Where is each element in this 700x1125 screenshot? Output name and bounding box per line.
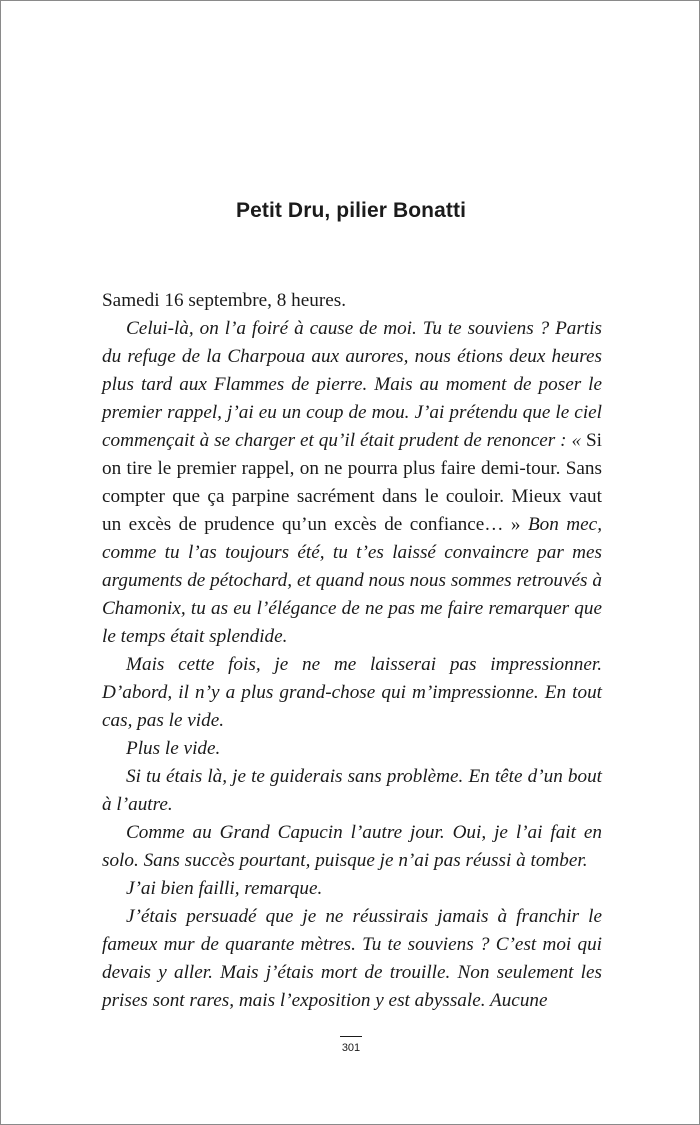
- paragraph-1-intro: Celui-là, on l’a foiré à cause de moi. Tu te souviens ? Partis du refuge de la Charpoua aux aurores, nous étions deux heures plus tard aux Flammes de pierre. Mais au moment de poser le premier rappel, j’ai eu un coup de mou. J’ai prétendu que le ciel commençait à se charger et qu’il était prudent de renoncer : «: [102, 318, 602, 451]
- paragraph-1-after: Bon mec, comme tu l’as toujours été, tu t’es laissé convaincre par mes arguments de pétochard, et quand nous nous sommes retrouvés à Chamonix, tu as eu l’élégance de ne pas me faire remarquer que le temps était splendide.: [102, 514, 602, 647]
- paragraph-3: Plus le vide.: [126, 738, 221, 759]
- page-number: 301: [341, 1042, 361, 1054]
- paragraph-6: J’ai bien failli, remarque.: [126, 878, 323, 899]
- footer-rule: [340, 1036, 362, 1037]
- paragraph-1-quote: Si on tire le premier rappel, on ne pourra plus faire demi-tour. Sans compter que ça parpine sacrément dans le couloir. Mieux vaut un excès de prudence qu’un excès de confiance… »: [102, 430, 602, 535]
- paragraph-date: Samedi 16 septembre, 8 heures.: [102, 290, 347, 311]
- paragraph-1: [102, 315, 602, 651]
- chapter-title: Petit Dru, pilier Bonatti: [235, 199, 466, 222]
- paragraph-4: Si tu étais là, je te guiderais sans problème. En tête d’un bout à l’autre.: [102, 766, 602, 815]
- paragraph-7: J’étais persuadé que je ne réussirais jamais à franchir le fameux mur de quarante mètres. Tu te souviens ? C’est moi qui devais y aller. Mais j’étais mort de trouille. Non seulement les prises sont rares, mais l’exposition y est abyssale. Aucune: [102, 906, 602, 1011]
- body-text: [102, 287, 602, 1015]
- paragraph-2: Mais cette fois, je ne me laisserai pas impressionner. D’abord, il n’y a plus grand-chose qui m’impressionne. En tout cas, pas le vide.: [102, 654, 602, 731]
- paragraph-5: Comme au Grand Capucin l’autre jour. Oui, je l’ai fait en solo. Sans succès pourtant, puisque je n’ai pas réussi à tomber.: [102, 822, 602, 871]
